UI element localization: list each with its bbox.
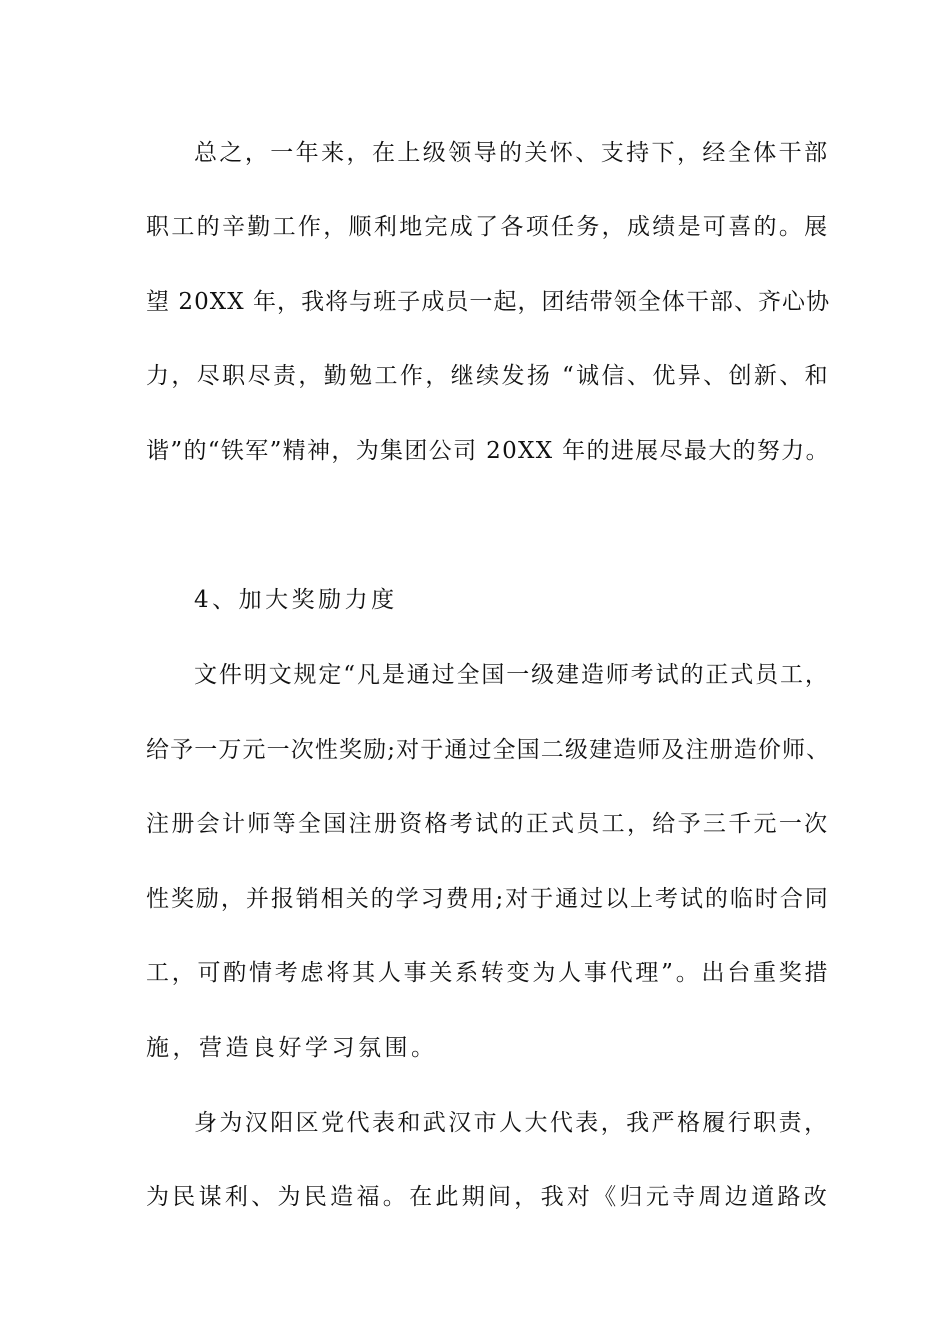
paragraph-line: 注册会计师等全国注册资格考试的正式员工，给予三千元一次 — [146, 811, 830, 837]
paragraph-line: 给予一万元一次性奖励;对于通过全国二级建造师及注册造价师、 — [146, 737, 831, 763]
paragraph-line: 身为汉阳区党代表和武汉市人大代表，我严格履行职责， — [194, 1110, 830, 1136]
paragraph-line: 为民谋利、为民造福。在此期间，我对《归元寺周边道路改 — [146, 1184, 830, 1210]
paragraph-line: 职工的辛勤工作，顺利地完成了各项任务，成绩是可喜的。展 — [146, 214, 830, 240]
paragraph-line: 施，营造良好学习氛围。 — [146, 1035, 438, 1061]
section-heading: 4、加大奖励力度 — [194, 587, 398, 613]
paragraph-line: 力，尽职尽责，勤勉工作，继续发扬 “诚信、优异、创新、和 — [146, 363, 831, 389]
paragraph-line: 文件明文规定“凡是通过全国一级建造师考试的正式员工， — [194, 662, 830, 688]
paragraph-line: 性奖励，并报销相关的学习费用;对于通过以上考试的临时合同 — [146, 886, 830, 912]
paragraph-line: 谐”的“铁军”精神，为集团公司 20XX 年的进展尽最大的努力。 — [146, 438, 830, 464]
paragraph-line: 望 20XX 年，我将与班子成员一起，团结带领全体干部、齐心协 — [146, 289, 831, 315]
paragraph-line: 总之，一年来，在上级领导的关怀、支持下，经全体干部 — [194, 140, 830, 166]
paragraph-line: 工，可酌情考虑将其人事关系转变为人事代理”。出台重奖措 — [146, 960, 831, 986]
